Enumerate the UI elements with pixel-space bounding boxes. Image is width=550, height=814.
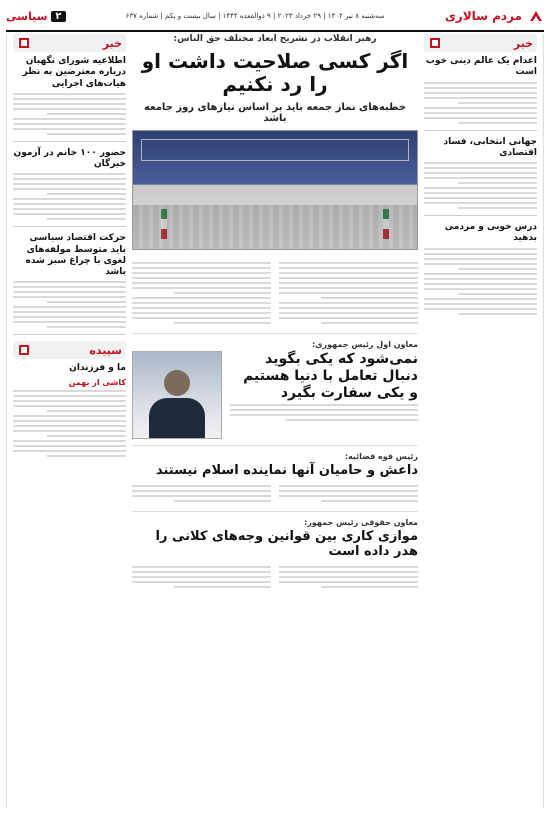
left-strip-label: خبر bbox=[513, 36, 533, 50]
lead-body-col-a bbox=[279, 259, 418, 327]
right-item-3-filler bbox=[13, 281, 126, 328]
lead-body-columns bbox=[132, 256, 418, 327]
top-rule bbox=[6, 30, 544, 32]
left-item-3-title: درس خوبی و مردمی بدهید bbox=[444, 222, 537, 244]
story-3-col-b bbox=[132, 563, 271, 591]
right-bottom-subtitle: کاشی از بهمن bbox=[68, 377, 126, 387]
lead-photo bbox=[132, 130, 418, 250]
left-item-1 bbox=[424, 56, 537, 124]
right-strip-label: خبر bbox=[102, 36, 122, 50]
right-column bbox=[6, 34, 126, 808]
story-1 bbox=[132, 333, 418, 439]
left-divider-1 bbox=[424, 130, 537, 131]
right-item-1-filler bbox=[13, 93, 126, 135]
news-mark-icon bbox=[428, 36, 442, 50]
photo-crowd bbox=[133, 205, 417, 249]
right-item-2-title: حضور ۱۰۰ خانم در آزمون خبرگان bbox=[13, 147, 126, 169]
lead-body-col-b bbox=[132, 259, 271, 327]
masthead-bar bbox=[6, 6, 544, 26]
left-item-1-title: اعدام یک عالم دینی خوب است bbox=[425, 56, 537, 78]
story-3 bbox=[132, 511, 418, 591]
story-1-title: نمی‌شود که یکی بگوید دنبال تعامل با دنیا هستیم و یکی سفارت بگیرد bbox=[243, 351, 418, 401]
news-mark-icon bbox=[17, 36, 31, 50]
left-strip bbox=[424, 34, 537, 52]
left-item-1-filler bbox=[424, 82, 537, 124]
left-divider-2 bbox=[424, 215, 537, 216]
right-item-3 bbox=[13, 233, 126, 328]
story-1-kicker: معاون اول رئیس جمهوری: bbox=[311, 340, 418, 349]
brand-name: مردم سالاری bbox=[444, 9, 522, 23]
right-divider-3 bbox=[13, 334, 126, 335]
story-3-title: موازی کاری بین قوانین وجه‌های کلانی را هدر داده است bbox=[155, 528, 418, 560]
story-2 bbox=[132, 445, 418, 505]
story-2-columns bbox=[132, 479, 418, 505]
story-2-kicker: رئیس قوه قضائیه: bbox=[344, 452, 418, 461]
portrait-head bbox=[164, 370, 190, 396]
layout-columns bbox=[6, 34, 544, 808]
right-divider-1 bbox=[13, 141, 126, 142]
story-1-filler bbox=[230, 404, 418, 421]
story-3-kicker: معاون حقوقی رئیس جمهور: bbox=[304, 517, 418, 527]
right-bottom-filler bbox=[13, 390, 126, 457]
story-2-col-b bbox=[132, 482, 271, 505]
story-3-col-a bbox=[279, 563, 418, 591]
right-item-1 bbox=[13, 56, 126, 135]
right-bottom-title: ما و فرزندان bbox=[69, 363, 126, 374]
story-2-col-a bbox=[279, 482, 418, 505]
page-number: ۲ bbox=[51, 11, 65, 22]
newspaper-mark-icon bbox=[528, 8, 544, 24]
right-bottom-strip-label: سپیده bbox=[89, 343, 122, 357]
lead-subtitle: خطبه‌های نماز جمعه باید بر اساس نیازهای روز جامعه باشد bbox=[143, 102, 407, 124]
left-column bbox=[424, 34, 544, 808]
right-divider-2 bbox=[13, 226, 126, 227]
section-name: سیاسی bbox=[6, 9, 48, 23]
right-item-2-filler bbox=[13, 173, 126, 220]
left-item-3 bbox=[424, 222, 537, 315]
section-badge bbox=[6, 10, 66, 23]
right-item-2 bbox=[13, 148, 126, 221]
left-item-3-filler bbox=[424, 248, 537, 315]
story-1-row bbox=[132, 351, 418, 439]
story-2-title: داعش و حامیان آنها نماینده اسلام نیستند bbox=[155, 463, 418, 478]
left-item-2-title: جهانی انتخابی، فساد اقتصادی bbox=[443, 136, 537, 158]
lead-kicker: رهبر انقلاب در تشریح ابعاد مختلف حق الناس: bbox=[173, 34, 377, 44]
news-mark-icon bbox=[17, 343, 31, 357]
dateline: سه‌شنبه ۸ تیر ۱۴۰۲ | ۲۹ خرداد ۲۰۲۳ | ۹ ذوالقعده ۱۴۴۴ | سال بیست و یکم | شماره ۶۳۷ bbox=[125, 12, 385, 20]
speaker-portrait bbox=[132, 351, 222, 439]
left-item-2 bbox=[424, 137, 537, 210]
right-item-1-title: اطلاعیه شورای نگهبان درباره معترضین به نظر هیات‌های اجرایی bbox=[22, 56, 126, 89]
photo-banner bbox=[141, 139, 409, 161]
left-item-2-filler bbox=[424, 162, 537, 209]
right-bottom-strip bbox=[13, 341, 126, 359]
right-strip bbox=[13, 34, 126, 52]
portrait-body bbox=[149, 398, 205, 438]
story-3-columns bbox=[132, 560, 418, 591]
center-column bbox=[132, 34, 418, 808]
right-item-3-title: حرکت اقتصاد سیاسی باید متوسط مولفه‌های لغوی با چراغ سبز شده باشد bbox=[25, 233, 126, 277]
brand-left bbox=[445, 8, 544, 24]
lead-title: اگر کسی صلاحیت داشت او را رد نکنیم bbox=[141, 49, 409, 96]
